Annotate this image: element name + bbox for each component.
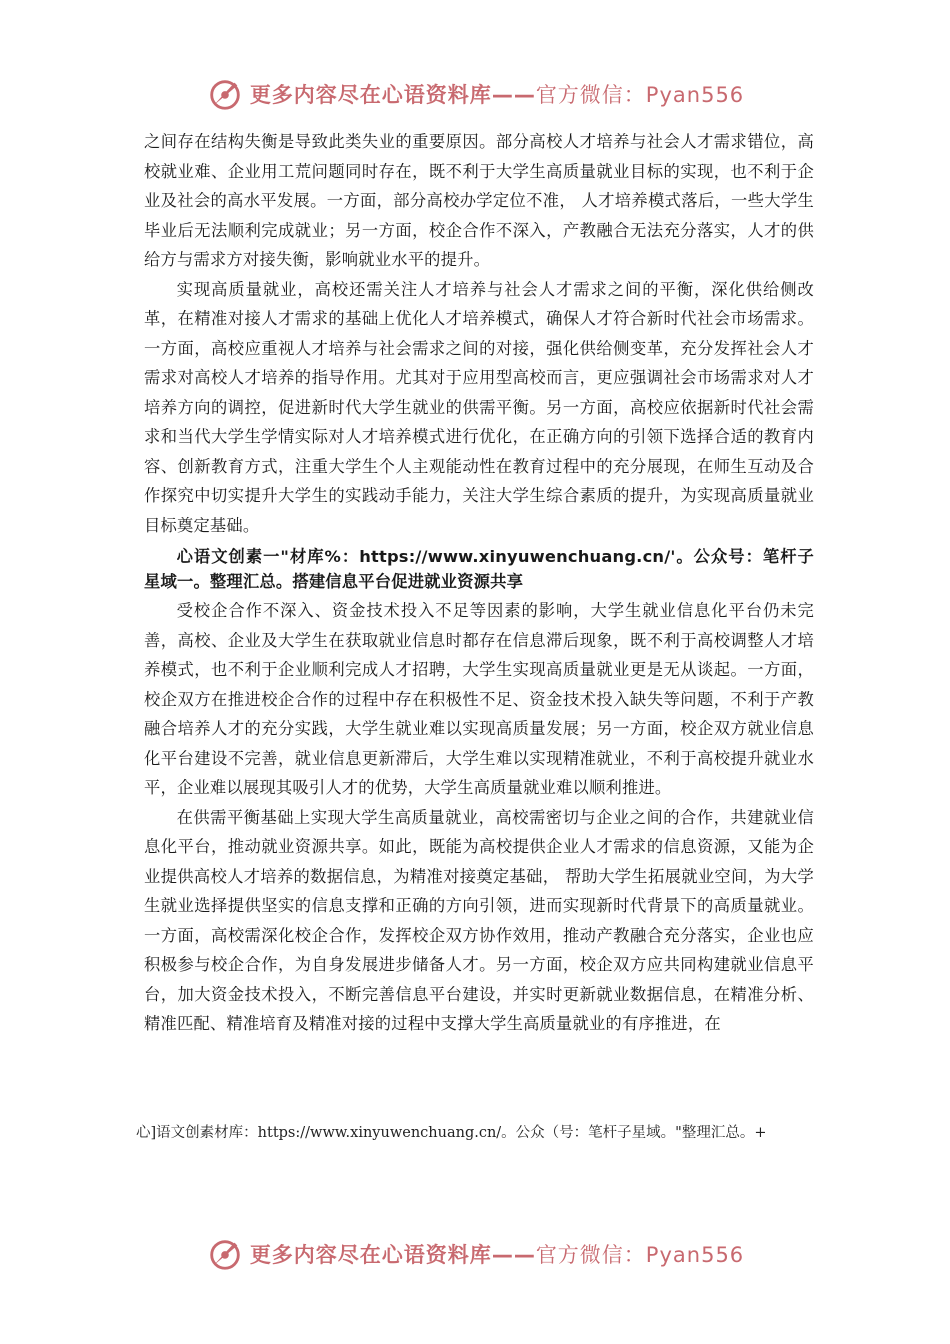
banner-text: 更多内容尽在心语资料库——官方微信：Pyan556 bbox=[249, 83, 745, 107]
footnote: 心]语文创素材库：https://www.xinyuwenchuang.cn/。公众（号：笔杆子星域。"整理汇总。+ bbox=[136, 1125, 767, 1141]
footer-banner bbox=[0, 1230, 950, 1278]
section-heading: 心语文创素一"材库%：https://www.xinyuwenchuang.cn/'。公众号：笔杆子星域一。整理汇总。搭建信息平台促进就业资源共享 bbox=[144, 547, 814, 591]
paragraph-3: 受校企合作不深入、资金技术投入不足等因素的影响，大学生就业信息化平台仍未完善，高校、企业及大学生在获取就业信息时都存在信息滞后现象，既不利于高校调整人才培养模式，也不利于企业顺利完成人才招聘，大学生实现高质量就业更是无从谈起。一方面，校企双方在推进校企合作的过程中存在积极性不足、资金技术投入缺失等问题，不利于产教融合培养人才的充分实践，大学生就业难以实现高质量发展；另一方面，校企双方就业信息化平台建设不完善，就业信息更新滞后，大学生难以实现精准就业，不利于高校提升就业水平，企业难以展现其吸引人才的优势，大学生高质量就业难以顺利推进。 bbox=[144, 601, 814, 797]
document-body bbox=[144, 127, 814, 1039]
banner-text: 更多内容尽在心语资料库——官方微信：Pyan556 bbox=[249, 1243, 745, 1267]
paragraph-1: 之间存在结构失衡是导致此类失业的重要原因。部分高校人才培养与社会人才需求错位，高校就业难、企业用工荒问题同时存在，既不利于大学生高质量就业目标的实现，也不利于企业及社会的高水平发展。一方面，部分高校办学定位不准， 人才培养模式落后，一些大学生毕业后无法顺利完成就业；另一方面，校企合作不深入，产教融合无法充分落实，人才的供给方与需求方对接失衡，影响就业水平的提升。 bbox=[144, 132, 814, 269]
paragraph-2: 实现高质量就业，高校还需关注人才培养与社会人才需求之间的平衡，深化供给侧改革，在精准对接人才需求的基础上优化人才培养模式，确保人才符合新时代社会市场需求。一方面，高校应重视人才培养与社会需求之间的对接，强化供给侧变革，充分发挥社会人才需求对高校人才培养的指导作用。尤其对于应用型高校而言，更应强调社会市场需求对人才培养方向的调控，促进新时代大学生就业的供需平衡。另一方面，高校应依据新时代社会需求和当代大学生学情实际对人才培养模式进行优化，在正确方向的引领下选择合适的教育内容、创新教育方式，注重大学生个人主观能动性在教育过程中的充分展现，在师生互动及合作探究中切实提升大学生的实践动手能力，关注大学生综合素质的提升，为实现高质量就业目标奠定基础。 bbox=[144, 279, 814, 535]
quill-seal-logo-icon bbox=[206, 75, 244, 113]
paragraph-4: 在供需平衡基础上实现大学生高质量就业，高校需密切与企业之间的合作，共建就业信息化平台，推动就业资源共享。如此，既能为高校提供企业人才需求的信息资源，又能为企业提供高校人才培养的数据信息，为精准对接奠定基础， 帮助大学生拓展就业空间，为大学生就业选择提供坚实的信息支撑和正确的方向引领，进而实现新时代背景下的高质量就业。一方面，高校需深化校企合作，发挥校企双方协作效用，推动产教融合充分落实，企业也应积极参与校企合作，为自身发展进步储备人才。另一方面，校企双方应共同构建就业信息平台，加大资金技术投入，不断完善信息平台建设，并实时更新就业数据信息，在精准分析、精准匹配、精准培育及精准对接的过程中支撑大学生高质量就业的有序推进，在 bbox=[144, 807, 814, 1033]
header-banner bbox=[0, 70, 950, 118]
quill-seal-logo-icon bbox=[206, 1235, 244, 1273]
